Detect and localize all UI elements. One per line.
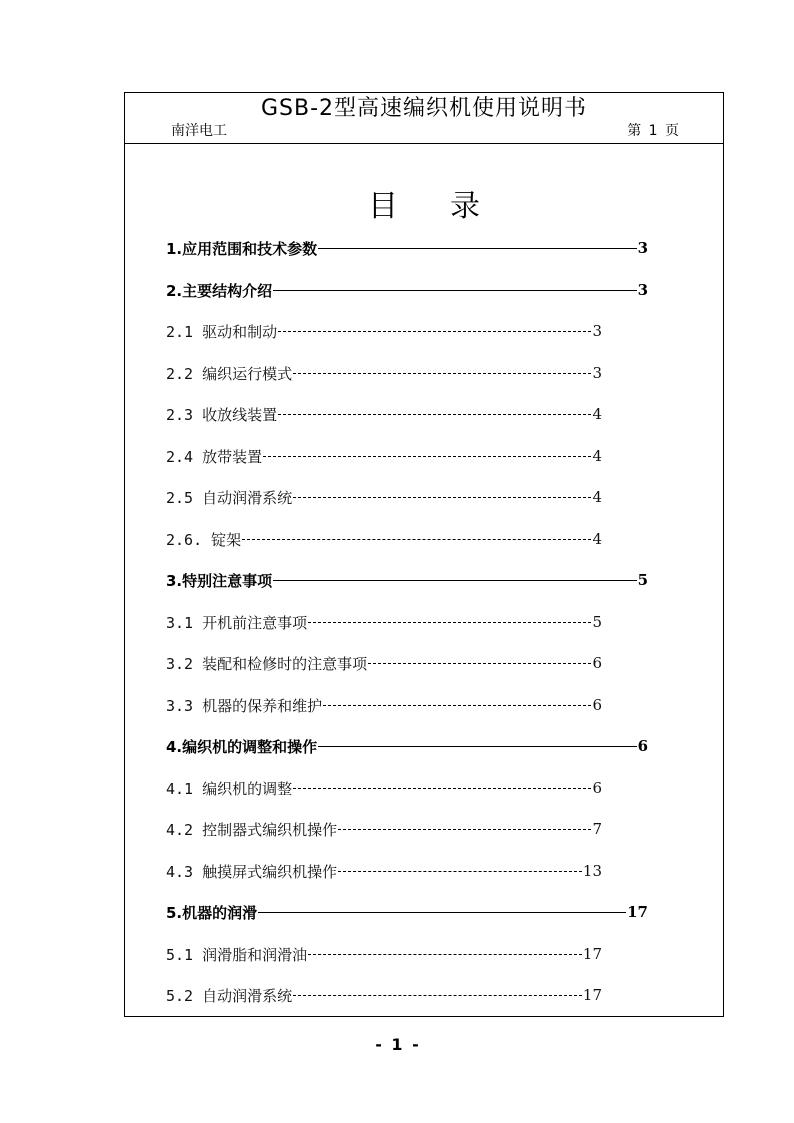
toc-entry[interactable]	[166, 486, 602, 508]
company-name: 南洋电工	[171, 123, 227, 139]
toc-entry-page: 7	[592, 820, 602, 838]
toc-entry-page: 6	[592, 779, 602, 797]
toc-entry[interactable]	[166, 237, 648, 259]
toc-entry-title: 3.2 装配和检修时的注意事项	[166, 654, 368, 673]
toc-entry[interactable]	[166, 735, 648, 757]
toc-entry-page: 17	[582, 945, 602, 963]
page-indicator: 第 1 页	[627, 123, 679, 139]
toc-entry-page: 6	[592, 654, 602, 672]
toc-entry-page: 3	[592, 364, 602, 382]
toc-entry[interactable]	[166, 362, 602, 384]
toc-heading: 目录	[368, 189, 532, 224]
page-footer-number: - 1 -	[375, 1035, 419, 1054]
toc-entry[interactable]	[166, 777, 602, 799]
toc-entry-page: 4	[592, 488, 602, 506]
toc-entry-page: 4	[592, 405, 602, 423]
toc-leader-line	[258, 912, 626, 913]
toc-entry-title: 2.主要结构介绍	[166, 281, 273, 300]
toc-entry[interactable]	[166, 403, 602, 425]
toc-entry-title: 2.2 编织运行模式	[166, 364, 293, 383]
toc-leader-line	[308, 622, 591, 623]
toc-leader-line	[338, 829, 591, 830]
toc-entry-title: 5.2 自动润滑系统	[166, 986, 293, 1005]
toc-leader-line	[323, 705, 591, 706]
toc-leader-line	[318, 248, 636, 249]
toc-entry-page: 5	[592, 613, 602, 631]
toc-entry-page: 6	[592, 696, 602, 714]
toc-entry[interactable]	[166, 569, 648, 591]
header-divider	[125, 143, 723, 144]
toc-leader-line	[278, 331, 591, 332]
toc-entry[interactable]	[166, 901, 648, 923]
toc-entry-title: 2.1 驱动和制动	[166, 322, 278, 341]
toc-leader-line	[293, 497, 591, 498]
toc-entry-title: 2.5 自动润滑系统	[166, 488, 293, 507]
toc-entry-page: 6	[637, 737, 648, 755]
toc-entry[interactable]	[166, 611, 602, 633]
toc-entry[interactable]	[166, 279, 648, 301]
toc-entry-page: 17	[582, 986, 602, 1004]
toc-leader-line	[273, 290, 636, 291]
toc-entry[interactable]	[166, 860, 602, 882]
toc-entry[interactable]	[166, 943, 602, 965]
toc-entry-title: 3.1 开机前注意事项	[166, 613, 308, 632]
toc-entry[interactable]	[166, 818, 602, 840]
toc-entry-title: 5.1 润滑脂和润滑油	[166, 945, 308, 964]
toc-leader-line	[293, 995, 582, 996]
toc-entry-page: 4	[592, 530, 602, 548]
toc-entry[interactable]	[166, 984, 602, 1006]
toc-entry-title: 4.2 控制器式编织机操作	[166, 820, 338, 839]
toc-leader-line	[263, 456, 591, 457]
toc-leader-line	[293, 788, 591, 789]
toc-entry-title: 5.机器的润滑	[166, 903, 258, 922]
toc-leader-line	[338, 871, 582, 872]
toc-entry-title: 2.4 放带装置	[166, 447, 263, 466]
toc-entry[interactable]	[166, 445, 602, 467]
toc-entry-page: 5	[637, 571, 648, 589]
toc-entry-page: 3	[637, 239, 648, 257]
toc-leader-line	[242, 539, 591, 540]
toc-entry-page: 13	[582, 862, 602, 880]
toc-entry-title: 4.编织机的调整和操作	[166, 737, 318, 756]
toc-entry-page: 3	[637, 281, 648, 299]
toc-entry-title: 4.3 触摸屏式编织机操作	[166, 862, 338, 881]
toc-entry-title: 2.6. 锭架	[166, 530, 242, 549]
toc-entry-title: 1.应用范围和技术参数	[166, 239, 318, 258]
toc-entry-title: 3.特别注意事项	[166, 571, 273, 590]
toc-leader-line	[278, 414, 591, 415]
toc-entry-title: 2.3 收放线装置	[166, 405, 278, 424]
toc-entry[interactable]	[166, 694, 602, 716]
toc-entry-title: 4.1 编织机的调整	[166, 779, 293, 798]
toc-entry[interactable]	[166, 652, 602, 674]
toc-entry-page: 4	[592, 447, 602, 465]
document-title: GSB-2型高速编织机使用说明书	[260, 96, 588, 121]
toc-entry-page: 17	[627, 903, 648, 921]
toc-entry[interactable]	[166, 528, 602, 550]
toc-leader-line	[368, 663, 591, 664]
toc-leader-line	[293, 373, 591, 374]
toc-leader-line	[308, 954, 582, 955]
toc-leader-line	[318, 746, 636, 747]
toc-leader-line	[273, 580, 636, 581]
toc-entry-page: 3	[592, 322, 602, 340]
toc-entry-title: 3.3 机器的保养和维护	[166, 696, 323, 715]
toc-entry[interactable]	[166, 320, 602, 342]
